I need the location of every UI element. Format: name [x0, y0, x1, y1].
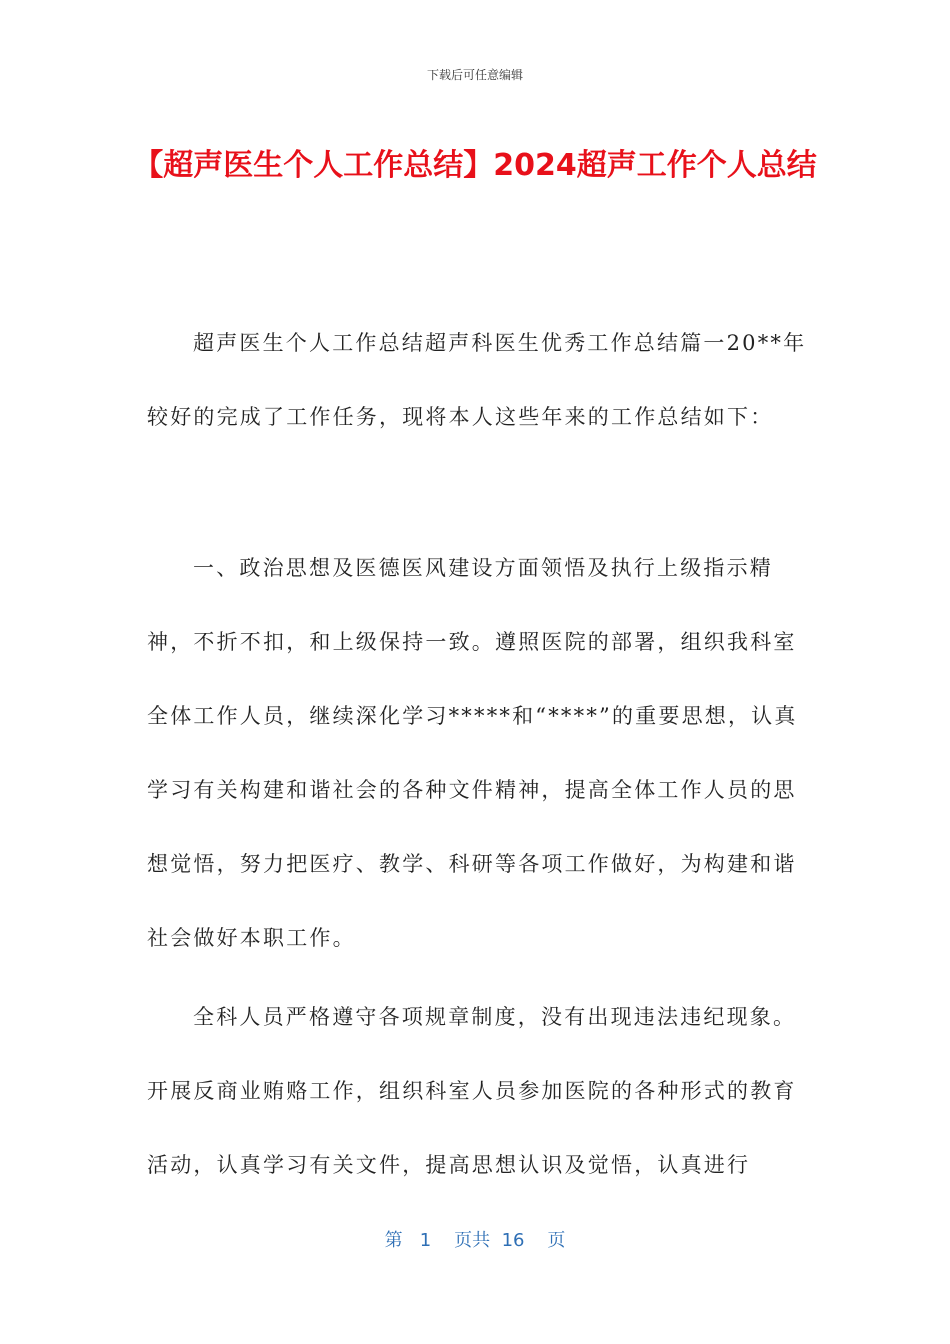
paragraph-discipline: 全科人员严格遵守各项规章制度，没有出现违法违纪现象。开展反商业贿赂工作，组织科室人员参加医院的各种形式的教育活动，认真学习有关文件，提高思想认识及觉悟，认真进行: [147, 1005, 797, 1177]
paragraph-political-thought: 一、政治思想及医德医风建设方面领悟及执行上级指示精神，不折不扣，和上级保持一致。遵照医院的部署，组织我科室全体工作人员，继续深化学习*****和“****”的重要思想，认真学习有关构建和谐社会的各种文件精神，提高全体工作人员的思想觉悟，努力把医疗、教学、科研等各项工作做好，为构建和谐社会做好本职工作。: [147, 556, 798, 950]
document-title: 【超声医生个人工作总结】2024超声工作个人总结: [133, 148, 817, 183]
footer-prefix: 第: [384, 1230, 403, 1251]
page-footer: [0, 1226, 950, 1252]
footer-current-page: 1: [419, 1230, 432, 1251]
paragraph-intro: 超声医生个人工作总结超声科医生优秀工作总结篇一20**年较好的完成了工作任务，现将本人这些年来的工作总结如下：: [147, 331, 807, 429]
footer-middle: 页共: [454, 1230, 491, 1251]
footer-suffix: 页: [547, 1230, 566, 1251]
footer-total-pages: 16: [501, 1230, 525, 1251]
header-note: 下载后可任意编辑: [426, 68, 523, 82]
